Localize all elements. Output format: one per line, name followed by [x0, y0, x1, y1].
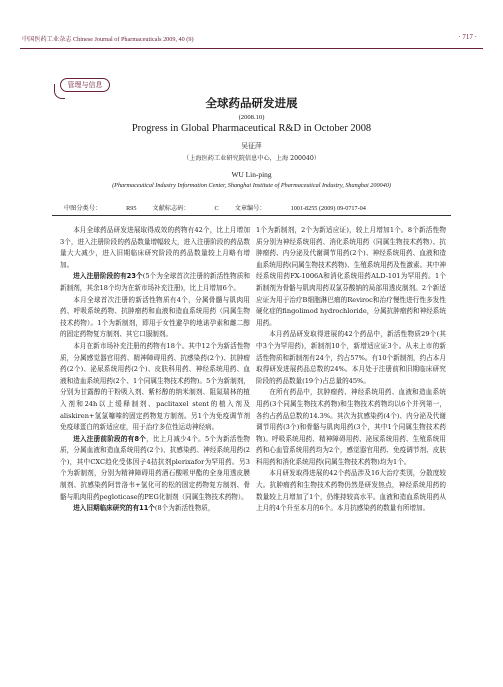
author-chinese: 吴征萍: [241, 142, 262, 150]
article-metadata: [64, 203, 380, 212]
paragraph-text: 在所有药品中，抗肿瘤药、神经系统用药、血液和造血系统用药(3个同属生物技术药物)和生物技术药物均以6个并列第一，各约占药品总数的14.3%。其次为抗感染药(4个)、内分泌及代谢调节用药(3个)和骨骼与肌肉用药(3个，其中1个同属生物技术药物)。呼吸系统用药、精神障碍用药、泌尿系统用药、生殖系统用药和心血管系统用药均为2个，感觉器官用药、免疫调节剂、皮肤科用药和消化系统用药(同属生物技术药物)均为1个。: [256, 388, 446, 466]
clc-label: 中图分类号：: [64, 205, 102, 212]
doc-code-label: 文献标志码：: [152, 205, 190, 212]
title-chinese: 全球药品研发进展: [205, 96, 298, 110]
article-number-value: 1001-8255 (2009) 09-0717-04: [290, 205, 366, 212]
paragraph-text: 本月在新市场补充注册的药物有18个。其中12个为新活性物质，分属感觉器官用药、精神障碍用药、抗感染药(2个)、抗肿瘤药(2个)、泌尿系统用药(2个)、皮肤科用药、神经系统用药、血液和造血系统用药(2个、1个同属生物技术药物)。5个为新制剂，分别为甘露醇的干粉吸入剂、紫杉醇的纳米制剂、阻氮瑞林的植入剂和24h以上缓释制剂、paclitaxel stent的植入剂及aliskiren+氢氯噻嗪的固定药物复方制剂。另1个为免疫调节剂免疫球蛋白的新适应症，用于治疗多位性运动神经病。: [60, 341, 250, 432]
paragraph: [60, 225, 250, 271]
paragraph-text: 本月全球药品研发进展取得成效的药物有42个，比上月增加3个，进入注册阶段的药品数量增幅较大，进入注册阶段的药品数量大大减少，进入旧期临床研究阶段的药品数量较上月略有增加。: [60, 226, 250, 269]
paragraph-text: 本月药品研发取得进展的42个药品中，新活性物质29个(其中3个为罕用药)，新制剂10个，新增适应证3个。从未上市的新活性物质和新制剂有24个，约占57%。有10个新制剂，约占本月取得研发进展药品总数的24%。本月处于注册前和旧期临床研究阶段的药品数量(19个)占总量的45%。: [256, 330, 446, 385]
body-column-right: [256, 225, 446, 515]
paragraph: [256, 225, 446, 329]
paragraph: [60, 341, 250, 434]
article-number-label: 文章编号：: [234, 205, 266, 212]
author-english: WU Lin-ping: [231, 170, 272, 179]
paragraph-text: 本月研发取得进展的42个药品涉及16大治疗类别，分散度较大。抗肿瘤药和生物技术药物仍然是研发热点，神经系统用药的数量较上月增加了1个，仍维持较高水平。血液和造血系统用药从上月的4个升至本月的6个。本月抗感染药的数量有所增加。: [256, 469, 446, 513]
affiliation-english: (Pharmaceutical Industry Information Center, Shanghai Institute of Pharmaceutical Industry, Shanghai 200040): [112, 182, 391, 189]
clc-value: R95: [126, 205, 137, 212]
doc-code-value: C: [214, 205, 219, 212]
paragraph-text: 1个为新制剂，2个为新适应证)，较上月增加1个。8个新活性物质分别为神经系统用药、消化系统用药（同属生物技术药物）、抗肿瘤药、内分泌及代谢调节用药(2个)、神经系统用药、血液和造血系统用药(同属生物技术药物)、生殖系统用药及性激素。其中神经系统用药FX-1006A和消化系统用药ALD-101为罕用药。1个新制剂为骨骼与肌肉用药双氯芬酸钠的局部用透皮制剂。2个新适应证为用于治疗B细胞淋巴瘤的Reviroc和治疗慢性进行性多发性硬化症的fingolimod hydrochloride，分属抗肿瘤药和神经系统用药。: [256, 226, 446, 327]
body-column-left: [60, 225, 250, 515]
paragraph-text: (5个为全球首次注册的新活性物质和新制剂，其余18个均为在新市场补充注册)，比上月增加6个。: [60, 272, 250, 292]
header-rule: [20, 48, 483, 49]
metadata-rule: [52, 215, 451, 216]
paragraph-text: ，比上月减少4个。5个为新活性物质，分属血液和造血系统用药(2个)、抗感染药、神经系统用药(2个)，其中CXC趋化受体因子4拮抗剂plerixafor为罕用药。另3个为新制剂，分别为精神障碍用药酒石酸哌甲酯的全身用透皮膜制剂、抗感染药阿昔洛韦+氢化可的松的固定药物复方制剂、骨骼与肌肉用药pegloticase的PEG化制剂（同属生物技术药物）。: [60, 434, 250, 501]
paragraph: [60, 271, 250, 294]
title-english: Progress in Global Pharmaceutical R&D in October 2008: [131, 123, 372, 134]
section-tag: 管理与信息: [60, 78, 110, 92]
issue-date: (2008.10): [238, 114, 265, 121]
page-number: · 717 ·: [458, 33, 477, 41]
paragraph: [256, 329, 446, 387]
paragraph: [60, 503, 250, 515]
paragraph-text: (8个为新活性物质，: [154, 504, 215, 513]
affiliation-chinese: （上海医药工业研究院信息中心，上海 200040）: [183, 155, 320, 162]
paragraph-text: 本月全球首次注册的新活性物质有4个，分属骨髓与肌肉用药、呼吸系统药物、抗肿瘤药和血液和造血系统用药（同属生物技术药物）。1个为新制剂，即用于女性避孕的地诺孕素和雌二醇的固定药物复方制剂、其它口服制剂。: [60, 295, 250, 339]
paragraph-lead: 进入旧期临床研究的有11个: [73, 504, 155, 513]
paragraph: [256, 468, 446, 514]
journal-header: 中国医药工业杂志 Chinese Journal of Pharmaceuticals 2009, 40 (9): [22, 36, 194, 43]
paragraph: [256, 387, 446, 468]
paragraph: [60, 434, 250, 504]
paragraph: [60, 295, 250, 341]
paragraph-lead: 进入注册阶段的有23个: [73, 272, 143, 281]
paragraph-lead: 进入注册前阶段的有8个: [73, 434, 147, 443]
